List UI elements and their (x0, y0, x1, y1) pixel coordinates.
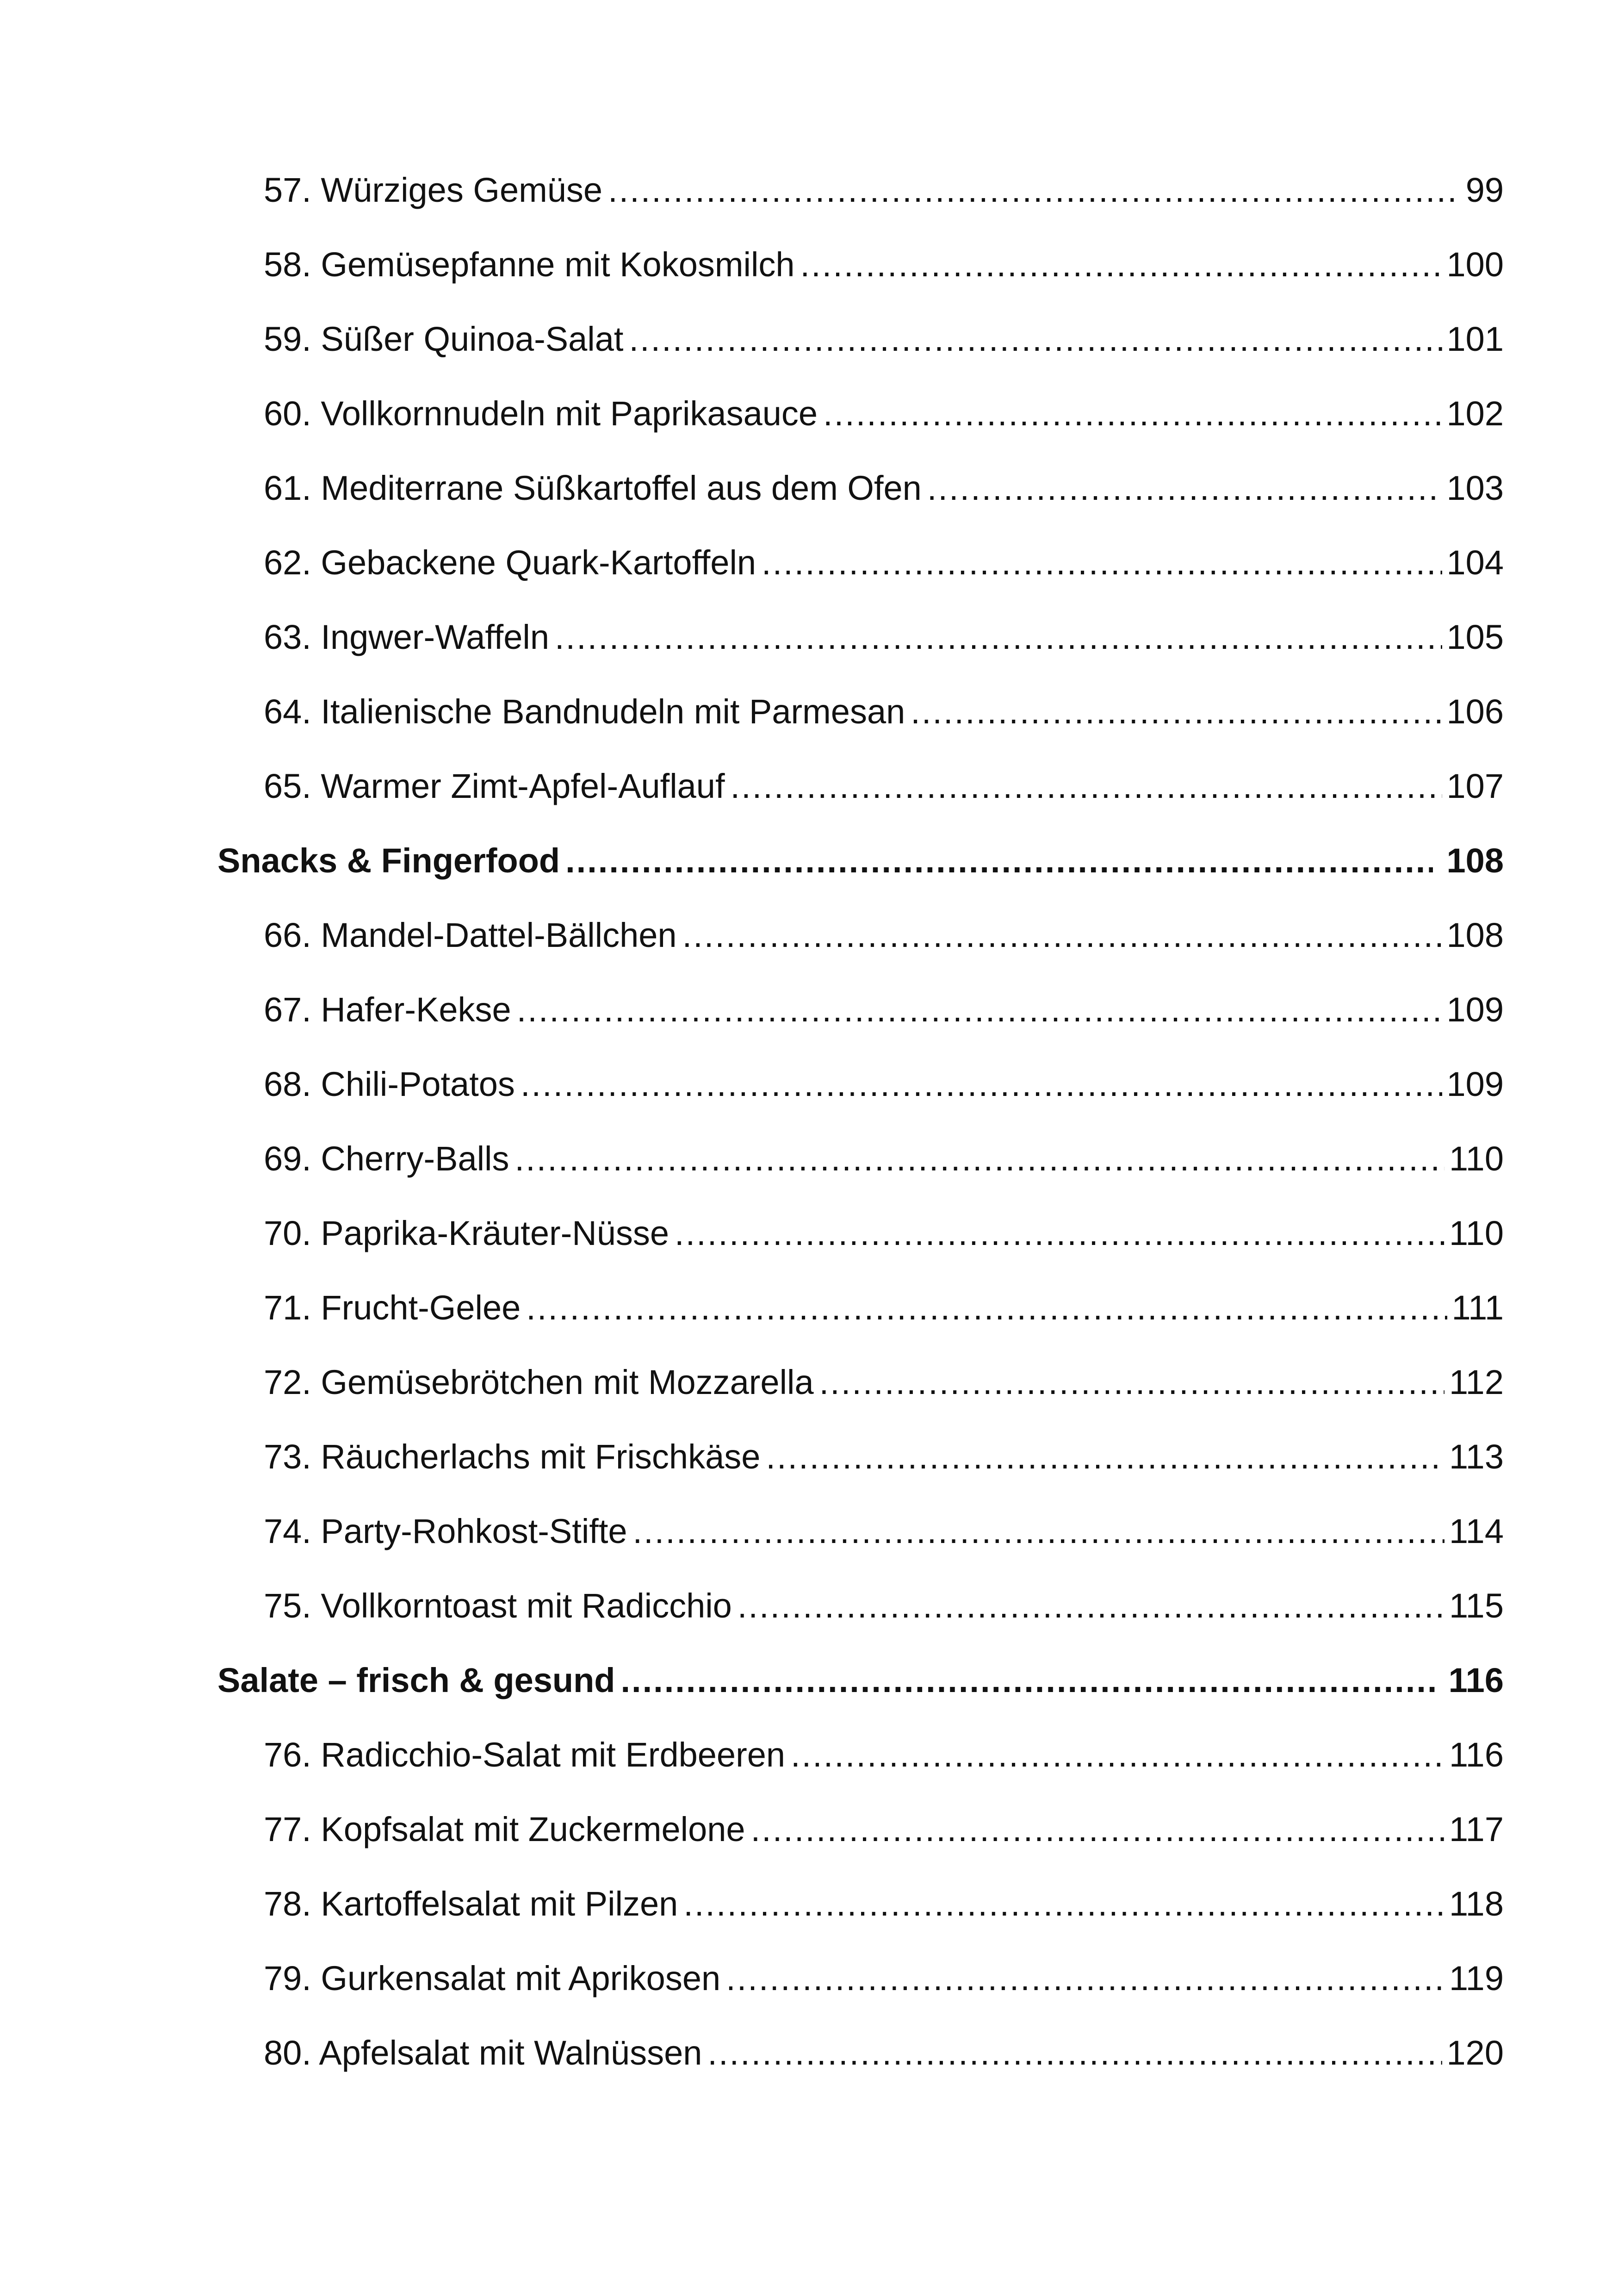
toc-page-number: 109 (1446, 1065, 1504, 1103)
dot-leader (608, 153, 1461, 227)
toc-entry-title: 59. Süßer Quinoa-Salat (264, 320, 624, 358)
toc-entry-title: 78. Kartoffelsalat mit Pilzen (264, 1885, 678, 1923)
toc-entry-77[interactable] (217, 1792, 1504, 1867)
toc-entry-70[interactable] (217, 1196, 1504, 1270)
toc-entry-title: 58. Gemüsepfanne mit Kokosmilch (264, 245, 795, 284)
toc-entry-title: 65. Warmer Zimt-Apfel-Auflauf (264, 767, 725, 805)
toc-entry-title: 68. Chili-Potatos (264, 1065, 515, 1103)
toc-entry-67[interactable] (217, 972, 1504, 1047)
toc-page-number: 103 (1446, 469, 1504, 507)
dot-leader (823, 376, 1442, 451)
dot-leader (565, 823, 1432, 898)
toc-page-number: 110 (1449, 1139, 1504, 1178)
dot-leader (675, 1196, 1444, 1270)
toc-page-number: 114 (1449, 1512, 1504, 1550)
toc-entry-title: 61. Mediterrane Süßkartoffel aus dem Ofen (264, 469, 922, 507)
toc-section-title: Salate – frisch & gesund (217, 1661, 615, 1699)
toc-entry-79[interactable] (217, 1941, 1504, 2016)
toc-page-number: 108 (1446, 916, 1504, 954)
toc-page-number: 117 (1449, 1810, 1504, 1848)
toc-entry-68[interactable] (217, 1047, 1504, 1121)
toc-page-number: 107 (1446, 767, 1504, 805)
toc-entry-title: 72. Gemüsebrötchen mit Mozzarella (264, 1363, 814, 1401)
toc-page-number: 115 (1449, 1587, 1504, 1625)
toc-entry-59[interactable] (217, 302, 1504, 376)
toc-entry-80[interactable] (217, 2016, 1504, 2090)
dot-leader (731, 749, 1442, 823)
dot-leader (683, 1867, 1444, 1941)
toc-entry-title: 60. Vollkornnudeln mit Paprikasauce (264, 394, 818, 433)
table-of-contents (217, 153, 1504, 2090)
dot-leader (911, 674, 1442, 749)
toc-page-number: 104 (1446, 543, 1504, 582)
toc-section-snacks-fingerfood[interactable] (217, 823, 1504, 898)
toc-entry-title: 66. Mandel-Dattel-Bällchen (264, 916, 677, 954)
toc-page-number: 113 (1449, 1437, 1504, 1476)
toc-entry-title: 69. Cherry-Balls (264, 1139, 509, 1178)
toc-section-title: Snacks & Fingerfood (217, 841, 560, 880)
toc-entry-title: 62. Gebackene Quark-Kartoffeln (264, 543, 756, 582)
toc-entry-title: 77. Kopfsalat mit Zuckermelone (264, 1810, 745, 1848)
toc-entry-57[interactable] (217, 153, 1504, 227)
toc-entry-title: 71. Frucht-Gelee (264, 1288, 521, 1327)
toc-page-number: 110 (1449, 1214, 1504, 1252)
toc-page-number: 99 (1465, 171, 1504, 209)
toc-entry-title: 57. Würziges Gemüse (264, 171, 603, 209)
dot-leader (682, 898, 1442, 972)
dot-leader (766, 1419, 1444, 1494)
toc-page-number: 116 (1449, 1736, 1504, 1774)
dot-leader (526, 1270, 1447, 1345)
toc-page-number: 109 (1446, 990, 1504, 1029)
toc-entry-60[interactable] (217, 376, 1504, 451)
toc-entry-71[interactable] (217, 1270, 1504, 1345)
toc-entry-66[interactable] (217, 898, 1504, 972)
toc-entry-title: 75. Vollkorntoast mit Radicchio (264, 1587, 732, 1625)
toc-entry-63[interactable] (217, 600, 1504, 674)
dot-leader (762, 525, 1442, 600)
toc-entry-title: 76. Radicchio-Salat mit Erdbeeren (264, 1736, 786, 1774)
toc-entry-title: 70. Paprika-Kräuter-Nüsse (264, 1214, 670, 1252)
dot-leader (738, 1568, 1444, 1643)
toc-page-number: 111 (1451, 1288, 1504, 1327)
toc-entry-title: 64. Italienische Bandnudeln mit Parmesan (264, 692, 905, 731)
toc-entry-title: 79. Gurkensalat mit Aprikosen (264, 1959, 721, 1997)
dot-leader (633, 1494, 1444, 1568)
toc-entry-61[interactable] (217, 451, 1504, 525)
toc-entry-58[interactable] (217, 227, 1504, 302)
dot-leader (629, 302, 1442, 376)
dot-leader (515, 1121, 1445, 1196)
toc-page-number: 100 (1446, 245, 1504, 284)
toc-entry-64[interactable] (217, 674, 1504, 749)
toc-page-number: 105 (1446, 618, 1504, 656)
dot-leader (927, 451, 1442, 525)
dot-leader (800, 227, 1442, 302)
toc-page-number: 119 (1449, 1959, 1504, 1997)
toc-page-number: 116 (1448, 1661, 1504, 1699)
toc-page-number: 118 (1449, 1885, 1504, 1923)
toc-entry-75[interactable] (217, 1568, 1504, 1643)
toc-section-salate[interactable] (217, 1643, 1504, 1717)
toc-page-number: 108 (1446, 841, 1504, 880)
dot-leader (555, 600, 1442, 674)
toc-entry-76[interactable] (217, 1717, 1504, 1792)
dot-leader (707, 2016, 1442, 2090)
toc-entry-62[interactable] (217, 525, 1504, 600)
toc-entry-74[interactable] (217, 1494, 1504, 1568)
toc-entry-78[interactable] (217, 1867, 1504, 1941)
toc-page-number: 106 (1446, 692, 1504, 731)
toc-entry-65[interactable] (217, 749, 1504, 823)
toc-entry-title: 73. Räucherlachs mit Frischkäse (264, 1437, 761, 1476)
toc-page-number: 120 (1446, 2034, 1504, 2072)
dot-leader (819, 1345, 1444, 1419)
dot-leader (521, 1047, 1442, 1121)
toc-entry-title: 63. Ingwer-Waffeln (264, 618, 549, 656)
dot-leader (621, 1643, 1435, 1717)
dot-leader (751, 1792, 1444, 1867)
toc-page-number: 112 (1449, 1363, 1504, 1401)
toc-page-number: 102 (1446, 394, 1504, 433)
toc-entry-69[interactable] (217, 1121, 1504, 1196)
dot-leader (791, 1717, 1444, 1792)
toc-page-number: 101 (1446, 320, 1504, 358)
toc-entry-72[interactable] (217, 1345, 1504, 1419)
toc-entry-73[interactable] (217, 1419, 1504, 1494)
toc-entry-title: 80. Apfelsalat mit Walnüssen (264, 2034, 702, 2072)
toc-entry-title: 74. Party-Rohkost-Stifte (264, 1512, 627, 1550)
dot-leader (517, 972, 1442, 1047)
dot-leader (726, 1941, 1444, 2016)
toc-entry-title: 67. Hafer-Kekse (264, 990, 511, 1029)
